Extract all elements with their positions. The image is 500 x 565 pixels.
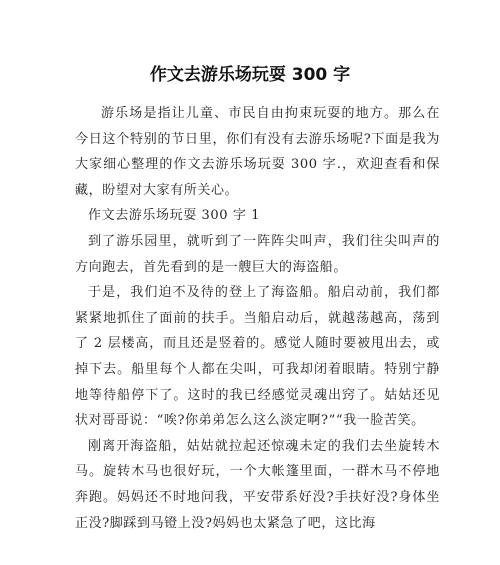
intro-paragraph: 游乐场是指让儿童、市民自由拘束玩耍的地方。那么在今日这个特别的节日里，你们有没有去游乐场呢?下面是我为大家细心整理的作文去游乐场玩耍 300 字.，欢迎查看和保藏，盼望对大家有所关心。 (75, 106, 440, 198)
section-subheading: 作文去游乐场玩耍 300 字 1 (88, 208, 261, 224)
article-body (75, 101, 440, 536)
body-paragraph: 到了游乐园里，就听到了一阵阵尖叫声，我们往尖叫声的方向跑去，首先看到的是一艘巨大的海盗船。 (75, 233, 440, 275)
body-paragraph: 于是，我们迫不及待的登上了海盗船。船启动前，我们都紧紧地抓住了面前的扶手。当船启动后，就越荡越高，荡到了 2 层楼高，而且还是竖着的。感觉人随时要被甩出去，或掉下去。船里每个人都在尖叫，可我却闭着眼睛。特别宁静地等待船停下了。这时的我已经感觉灵魂出窍了。姑姑还见状对哥哥说：“唉?你弟弟怎么这么淡定啊?”“我一脸苦笑。 (75, 285, 440, 429)
body-paragraph: 刚离开海盗船，姑姑就拉起还惊魂未定的我们去坐旋转木马。旋转木马也很好玩，一个大帐篷里面，一群木马不停地奔跑。妈妈还不时地问我，平安带系好没?手扶好没?身体坐正没?脚踩到马镫上没?妈妈也太紧急了吧，这比海 (75, 438, 440, 531)
article-title: 作文去游乐场玩耍 300 字 (149, 65, 351, 85)
